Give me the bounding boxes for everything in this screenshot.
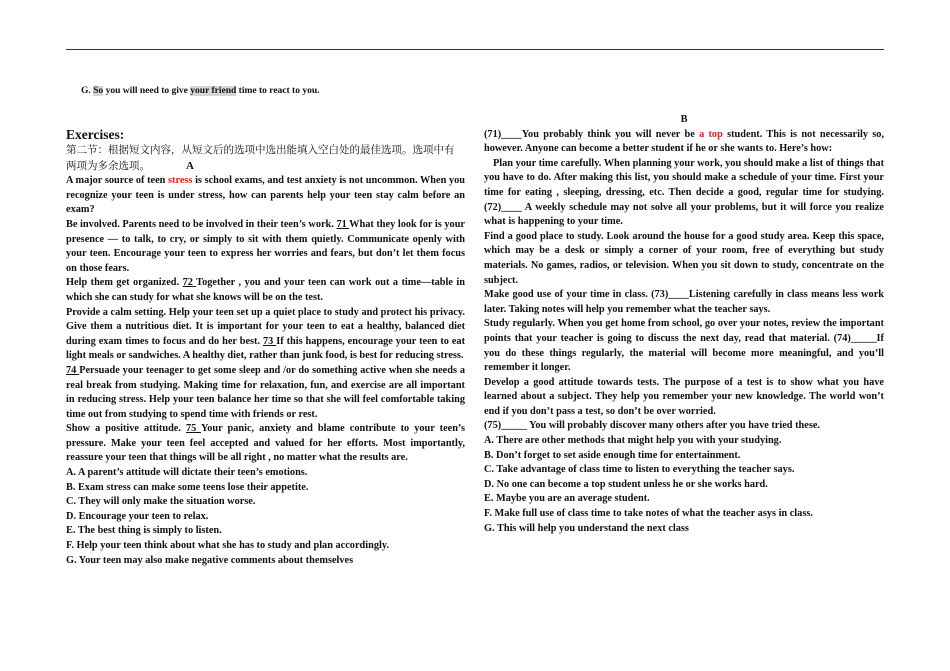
b-p1-text-b: student. This is not necessarily so, however. Anyone can become a better student if he or she wants to. Here’s how:: [484, 128, 884, 155]
left-column: [66, 127, 465, 568]
option-e: E. The best thing is simply to listen.: [66, 525, 222, 537]
option-b: B. Exam stress can make some teens lose their appetite.: [66, 481, 309, 493]
blank-74: 74: [66, 364, 80, 376]
top-rule: [66, 49, 884, 50]
option-c: C. They will only make the situation worse.: [66, 496, 256, 508]
red-words-a-top: a top: [699, 128, 723, 140]
option-g-line: [81, 86, 319, 96]
option-d: D. Encourage your teen to relax.: [66, 510, 209, 522]
option-g-middle: you will need to give: [103, 86, 191, 96]
b-p1-text-a: (71)____You probably think you will never be: [484, 128, 700, 140]
p6-text-a: Show a positive attitude.: [66, 423, 186, 435]
passage-a-paragraph-1: [66, 174, 465, 218]
option-a: A. A parent’s attitude will dictate their teen’s emotions.: [66, 467, 308, 479]
passage-a-paragraph-2: [66, 218, 465, 276]
p1-text-a: A major source of teen: [66, 175, 169, 187]
passage-a-paragraph-6: [66, 422, 465, 466]
passage-b-paragraph-4: Make good use of your time in class. (73)____Listening carefully in class means less work later. Taking notes will help you remember what the teacher says.: [484, 289, 884, 315]
b-option-g: G. This will help you understand the next class: [484, 522, 689, 534]
passage-b-paragraph-2: Plan your time carefully. When planning your work, you should make a list of things that you have to do. After making this list, you should make a schedule of your time. First your time for eating , sleeping, dressing, etc. Then decide a good, regular time for studying.(72)____ A weekly schedule may not solve all your problems, but it will force you realize what is happening to your time.: [484, 157, 884, 228]
passage-a-paragraph-3: [66, 276, 465, 305]
blank-75: 75: [185, 423, 201, 435]
b-option-c: C. Take advantage of class time to listen to everything the teacher says.: [484, 464, 795, 476]
highlighted-your-friend: your friend: [190, 86, 237, 96]
passage-b-paragraph-7: (75)_____ You will probably discover many others after you have tried these.: [484, 420, 820, 432]
p6-text-b: Your panic, anxiety and blame contribute to your teen’s pressure. Make your teen feel accepted and valued for her efforts. Most importantly, reassure your teen that things will be all right , no matter what the results are.: [66, 423, 465, 464]
p2-text-b: What they look for is your presence — to talk, to cry, or simply to sit with them quietly. Communicate openly with your teen. Encourage your teen to express her worries and fears, but don’t let them focus on those fears.: [66, 218, 465, 274]
blank-71: 71: [336, 218, 350, 230]
instruction-line-2: [66, 159, 465, 175]
b-option-a: A. There are other methods that might help you with your studying.: [484, 435, 782, 447]
red-word-stress: stress: [168, 175, 193, 187]
option-g-suffix: time to react to you.: [236, 86, 320, 96]
passage-a-paragraph-5: [66, 364, 465, 422]
p1-text-b: is school exams, and test anxiety is not uncommon. When you recognize your teen is under stress, how can parents help your teen stay calm before an exam?: [66, 175, 465, 216]
section-a-label: A: [186, 159, 194, 172]
exercises-title: Exercises:: [66, 127, 125, 142]
p4-text-b: If this happens, encourage your teen to eat light meals or sandwiches. A healthy diet, rather than junk food, is best for reducing stress.: [66, 335, 466, 362]
right-column: [484, 113, 884, 536]
b-option-b: B. Don’t forget to set aside enough time for entertainment.: [484, 449, 741, 461]
b-option-e: E. Maybe you are an average student.: [484, 493, 650, 505]
option-g: G. Your teen may also make negative comments about themselves: [66, 554, 354, 566]
option-g-prefix: G.: [81, 86, 94, 96]
p3-text-b: Together , you and your teen can work out a time—table in which she can study for what she knows will be on the test.: [66, 277, 465, 303]
b-option-f: F. Make full use of class time to take notes of what the teacher asys in class.: [484, 508, 813, 520]
instruction-text-1: 第二节：根据短文内容，从短文后的选项中选出能填入空白处的最佳选项。选项中有: [66, 144, 455, 156]
instruction-line-1: [66, 143, 465, 159]
option-f: F. Help your teen think about what she has to study and plan accordingly.: [66, 540, 389, 552]
blank-72: 72: [182, 277, 197, 289]
section-b-label: B: [680, 114, 688, 125]
blank-73: 73: [262, 335, 277, 347]
p2-text-a: Be involved. Parents need to be involved in their teen’s work.: [66, 218, 337, 230]
highlighted-so: So: [93, 86, 104, 96]
passage-b-paragraph-1: [484, 128, 884, 157]
p3-text-a: Help them get organized.: [66, 277, 183, 289]
instruction-text-2: 两项为多余选项。: [66, 159, 150, 172]
passage-b-paragraph-3: Find a good place to study. Look around the house for a good study area. Keep this space, which may be a desk or simply a corner of your room, free of everything but study materials. No games, radios, or television. When you sit down to study, concentrate on the subject.: [484, 230, 884, 286]
passage-b-paragraph-5: Study regularly. When you get home from school, go over your notes, review the important points that your teacher is going to discuss the next day, read that material. (74)_____If you do these things regularly, the material will become more meaningful, and you’ll remember it longer.: [484, 318, 884, 374]
p4-text-a: Provide a calm setting. Help your teen set up a quiet place to study and protect his privacy. Give them a nutritious diet. It is important for your teen to eat a healthy, balanced diet during exam times to focus and do her best.: [66, 306, 465, 347]
b-option-d: D. No one can become a top student unless he or she works hard.: [484, 478, 768, 490]
passage-a-paragraph-4: [66, 306, 465, 364]
p5-text-b: Persuade your teenager to get some sleep and /or do something active when she needs a real break from studying. Making time for relaxation, fun, and exercise are all important in reducing stress. Help your teen balance her time so that she will feel comfortable taking time out from studying to spend time with friends or rest.: [66, 364, 466, 420]
passage-b-paragraph-6: Develop a good attitude towards tests. The purpose of a test is to show what you have learned about a subject. They help you remember your new knowledge. The world won’t end if you don’t pass a test, so don’t be over worried.: [484, 376, 884, 417]
